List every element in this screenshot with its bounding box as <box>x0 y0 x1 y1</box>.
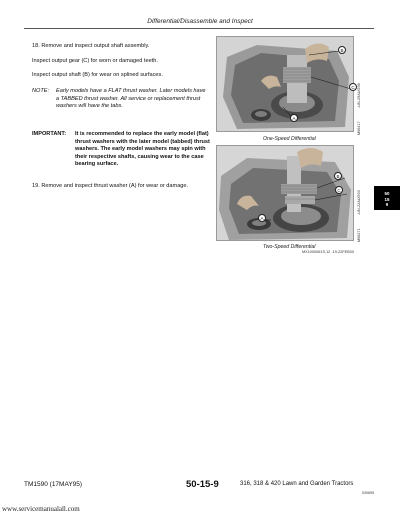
callout-a-fig2: A <box>258 214 266 222</box>
step-19-text: 19. Remove and inspect thrust washer (A) for wear or damage. <box>32 183 189 189</box>
callout-b-fig2: B <box>334 172 342 180</box>
inspect-shaft-text: Inspect output shaft (B) for wear on splined surfaces. <box>32 72 163 78</box>
footer-manual-id: TM1590 (17MAY95) <box>24 481 83 488</box>
callout-a-fig1: A <box>290 114 298 122</box>
inspect-gear-text: Inspect output gear (C) for worn or damaged teeth. <box>32 58 158 64</box>
side-tab-line1: 50 <box>384 191 390 196</box>
figure-two-speed-photo <box>216 145 354 241</box>
footer-product-name: 316, 318 & 420 Lawn and Garden Tractors <box>240 481 354 487</box>
figure-one-code-a: M06417 <box>357 121 361 135</box>
side-tab-line2: 15 <box>384 196 390 202</box>
section-side-tab <box>374 186 400 210</box>
step-18-text: 18. Remove and inspect output shaft assembly. <box>32 43 150 49</box>
side-tab-line3: 9 <box>385 202 389 207</box>
callout-c-fig2: C <box>335 186 343 194</box>
callout-c-fig1: C <box>349 83 357 91</box>
header-rule <box>24 28 374 29</box>
note-block <box>32 88 210 111</box>
figure-two-code-b: -UN-22AUG93 <box>357 190 361 215</box>
figure-one-caption: One-Speed Differential <box>263 136 316 142</box>
figure-one-code-b: -UN-29AUG96 <box>357 83 361 108</box>
footer-small-code: 030695 <box>362 491 374 495</box>
page-header-title: Differential/Disassemble and Inspect <box>147 18 253 25</box>
important-block <box>32 131 210 169</box>
note-label: NOTE: <box>32 88 50 94</box>
figure-one-speed-photo <box>216 36 354 132</box>
footer-page-number: 50-15-9 <box>186 479 219 490</box>
callout-b-fig1: B <box>338 46 346 54</box>
figure-two-code-a: M06271 <box>357 228 361 242</box>
figure-two-caption: Two-Speed Differential <box>263 244 316 250</box>
important-text: It is recommended to replace the early model (flat) thrust washers with the later model (tabbed) thrust washers. The early model washers may spin with their respective shafts, causing wear to the case bearing surface. <box>75 131 210 168</box>
important-label: IMPORTANT: <box>32 131 67 137</box>
figure-reference-code: MX1000061S,12 -19-22FEB00 <box>302 250 354 254</box>
note-text: Early models have a FLAT thrust washer. Later models have a TABBED thrust washer. All service or replacement thrust washers will have the tabs. <box>56 88 206 110</box>
watermark-link[interactable]: www.servicemanualall.com <box>2 505 80 513</box>
